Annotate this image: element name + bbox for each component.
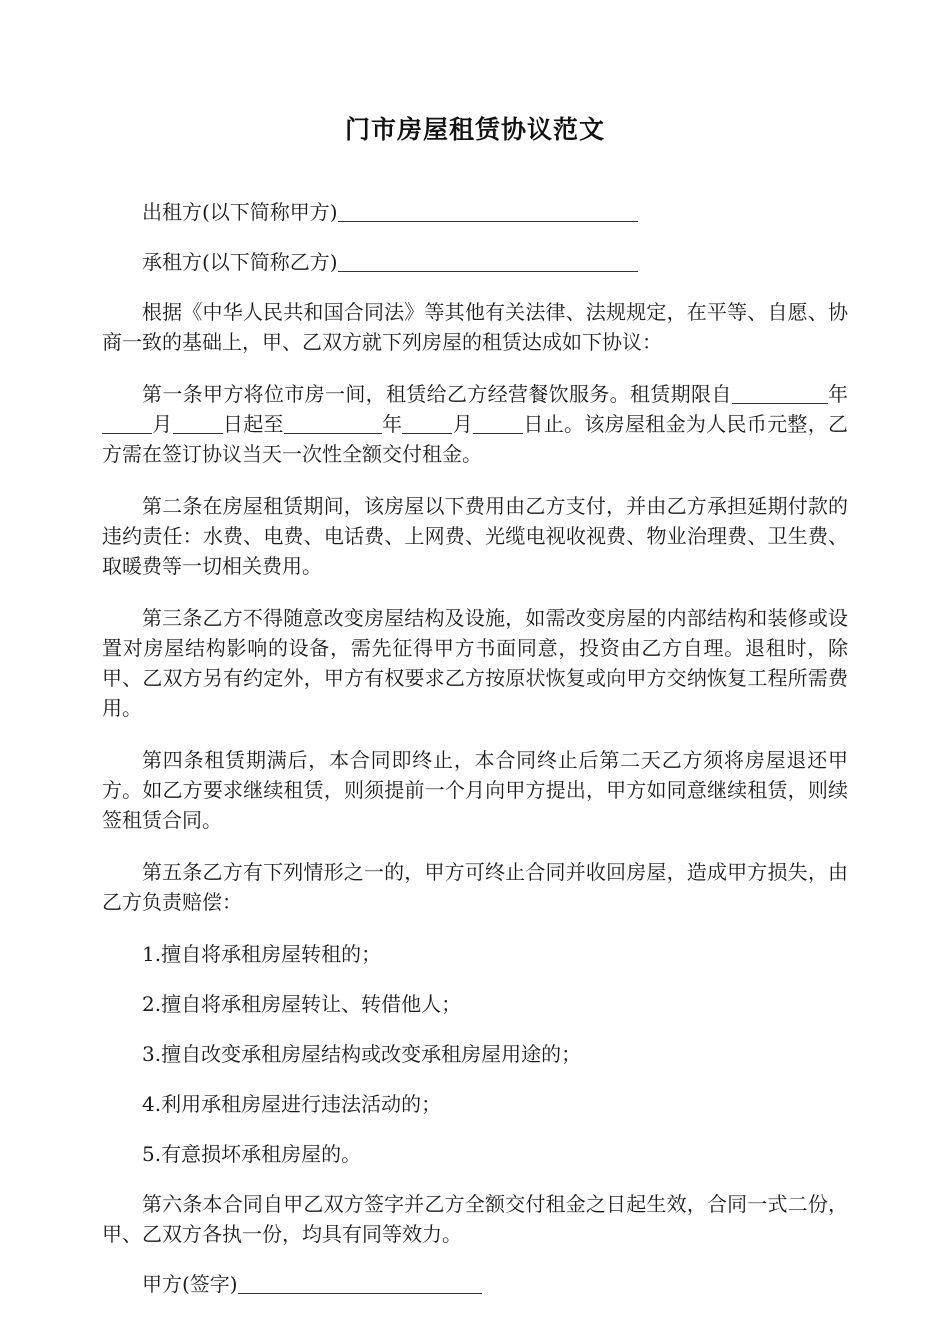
party-a-sign-blank[interactable] [238, 1271, 482, 1294]
start-month-blank[interactable] [102, 411, 152, 434]
year-label: 年 [827, 382, 849, 406]
party-a-sign-line [102, 1269, 848, 1299]
lessor-line [102, 197, 848, 227]
month-label: 月 [152, 412, 173, 436]
article4-paragraph: 第四条租赁期满后，本合同即终止，本合同终止后第二天乙方须将房屋退还甲方。如乙方要求继续租赁，则须提前一个月向甲方提出，甲方如同意继续租赁，则续签租赁合同。 [102, 748, 848, 832]
list-item: 4.利用承租房屋进行违法活动的； [142, 1092, 442, 1116]
preamble-paragraph: 根据《中华人民共和国合同法》等其他有关法律、法规规定，在平等、自愿、协商一致的基础上，甲、乙双方就下列房屋的租赁达成如下协议： [102, 300, 848, 354]
article3-paragraph: 第三条乙方不得随意改变房屋结构及设施，如需改变房屋的内部结构和装修或设置对房屋结构影响的设备，需先征得甲方书面同意，投资由乙方自理。退租时，除甲、乙双方另有约定外，甲方有权要求乙方按原状恢复或向甲方交纳恢复工程所需费用。 [102, 606, 848, 720]
article6-paragraph: 第六条本合同自甲乙双方签字并乙方全额交付租金之日起生效，合同一式二份，甲、乙双方各执一份，均具有同等效力。 [102, 1192, 848, 1246]
start-day-blank[interactable] [173, 411, 223, 434]
day-from-label: 日起至 [222, 412, 284, 436]
lessee-line [102, 247, 848, 277]
end-year-blank[interactable] [284, 411, 382, 434]
article5-paragraph: 第五条乙方有下列情形之一的，甲方可终止合同并收回房屋，造成甲方损失，由乙方负责赔偿： [102, 860, 848, 914]
article1-text-start: 第一条甲方将位市房一间，租赁给乙方经营餐饮服务。租赁期限自 [142, 382, 732, 406]
list-item: 5.有意损坏承租房屋的。 [142, 1142, 362, 1166]
end-month-blank[interactable] [402, 411, 452, 434]
month2-label: 月 [452, 412, 474, 436]
lessee-blank[interactable] [338, 249, 638, 272]
lessor-blank[interactable] [338, 199, 638, 222]
party-a-sign-label: 甲方(签字) [142, 1272, 238, 1296]
list-item: 3.擅自改变承租房屋结构或改变承租房屋用途的； [142, 1042, 582, 1066]
list-item: 1.擅自将承租房屋转租的； [142, 942, 382, 966]
year2-label: 年 [381, 412, 403, 436]
list-item: 2.擅自将承租房屋转让、转借他人； [142, 992, 462, 1016]
article2-paragraph: 第二条在房屋租赁期间，该房屋以下费用由乙方支付，并由乙方承担延期付款的违约责任：水费、电费、电话费、上网费、光缆电视收视费、物业治理费、卫生费、取暖费等一切相关费用。 [102, 494, 848, 578]
document-body [102, 197, 848, 1299]
lessee-label: 承租方(以下简称乙方) [142, 250, 338, 274]
article1-text-end: 日止。该房屋租金为人民币元整，乙方需在签订协议当天一次性全额交付租金。 [102, 412, 849, 466]
document-title: 门市房屋租赁协议范文 [344, 115, 605, 144]
end-day-blank[interactable] [473, 411, 523, 434]
lessor-label: 出租方(以下简称甲方) [142, 200, 338, 224]
article1-paragraph [102, 379, 848, 469]
start-year-blank[interactable] [732, 381, 828, 404]
